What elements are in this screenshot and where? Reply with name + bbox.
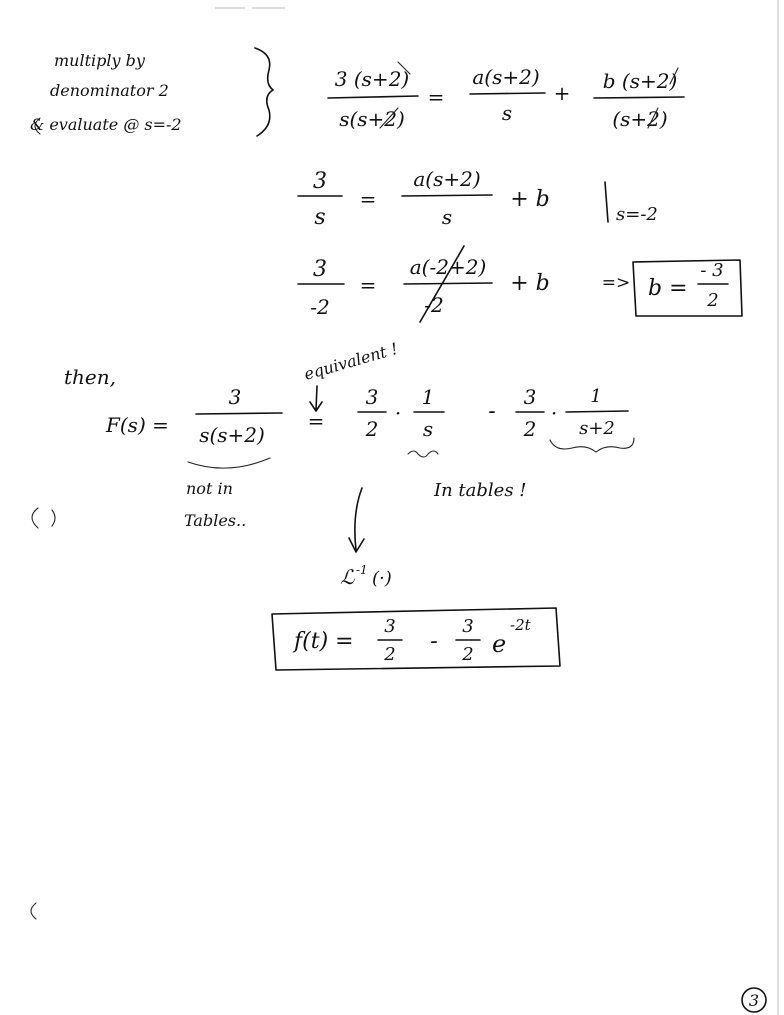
- eq2-evaluation-bar: [605, 182, 608, 222]
- binder-hole-3: [31, 903, 36, 919]
- eq1-b-numerator: b (s+2): [602, 69, 678, 93]
- eq1-a-denominator: s: [501, 101, 513, 125]
- eq3-plus-b: + b: [510, 271, 550, 296]
- term1-underline-squiggle: [408, 451, 438, 457]
- laplace-inverse-superscript: -1: [356, 563, 368, 577]
- eq3-implies-arrow: =>: [601, 273, 631, 293]
- term2-underbrace: [550, 438, 634, 452]
- eq2-plus-b: + b: [510, 187, 550, 212]
- F-numerator: 3: [228, 385, 242, 409]
- eq2-lhs-denominator: s: [314, 205, 326, 230]
- term2-numerator: 1: [590, 386, 602, 407]
- equation-1: [328, 62, 684, 131]
- eq1-a-fraction-bar: [470, 93, 545, 94]
- eq2-evaluation-point: s=-2: [616, 204, 658, 225]
- step-note-line3: & evaluate @ s=-2: [30, 115, 182, 134]
- eq1-b-denominator: (s+2): [612, 107, 668, 131]
- eq2-a-denominator: s: [441, 205, 453, 229]
- term1-numerator: 1: [421, 385, 435, 409]
- eq3-result-lhs: b =: [648, 276, 688, 301]
- eq3-a-fraction-bar: [404, 283, 492, 284]
- page-number: 3: [748, 991, 760, 1010]
- final-lhs: f(t) =: [294, 629, 354, 654]
- eq1-lhs-denominator: s(s+2): [339, 107, 405, 131]
- eq1-b-fraction-bar: [594, 97, 684, 98]
- final-constant-denominator: 2: [384, 644, 396, 665]
- equivalent-note: equivalent !: [301, 338, 400, 384]
- binder-hole-2: [32, 508, 55, 528]
- laplace-argument: (·): [372, 568, 392, 589]
- eq3-result-denominator: 2: [707, 290, 719, 311]
- not-in-tables-line1: not in: [186, 479, 233, 498]
- term1-dot: ·: [394, 401, 402, 425]
- final-coef-denominator: 2: [462, 644, 474, 665]
- final-exp-base: e: [492, 630, 507, 658]
- eq2-a-fraction-bar: [402, 195, 492, 196]
- term2-dot: ·: [550, 401, 558, 425]
- inverse-transform-arrow: [349, 488, 364, 552]
- eq2-equals: =: [359, 187, 377, 211]
- eq3-a-numerator: a(-2+2): [409, 255, 487, 279]
- eq3-lhs-numerator: 3: [313, 257, 327, 282]
- term2-coef-numerator: 3: [523, 385, 537, 409]
- term1-coef-numerator: 3: [365, 385, 379, 409]
- term2-coef-denominator: 2: [523, 417, 537, 441]
- F-minus: -: [488, 399, 496, 424]
- F-equivalent-sign: =: [307, 409, 325, 433]
- curly-brace: [255, 48, 273, 136]
- F-denominator: s(s+2): [199, 423, 265, 447]
- eq1-plus: +: [553, 81, 571, 105]
- inverse-laplace-label: [340, 563, 392, 589]
- equation-2: [298, 167, 658, 230]
- eq1-a-numerator: a(s+2): [472, 65, 540, 89]
- not-in-tables-line2: Tables..: [184, 511, 247, 530]
- eq3-equals: =: [359, 273, 377, 297]
- eq1-equals: =: [427, 85, 445, 109]
- in-tables-note: In tables !: [434, 480, 527, 501]
- step-note: [30, 51, 182, 134]
- term2-denominator: s+2: [579, 418, 615, 439]
- final-constant-numerator: 3: [384, 616, 396, 637]
- F-lhs: F(s) =: [106, 413, 169, 437]
- laplace-L-symbol: ℒ: [340, 565, 355, 589]
- final-minus: -: [430, 629, 438, 654]
- eq1-lhs-numerator: 3 (s+2): [334, 67, 410, 91]
- F-denominator-underbrace: [188, 458, 270, 468]
- eq3-result-numerator: - 3: [700, 260, 724, 281]
- term1-denominator: s: [422, 417, 434, 441]
- F-fraction-bar: [196, 413, 282, 414]
- eq2-a-numerator: a(s+2): [413, 167, 481, 191]
- equivalent-arrow: [310, 386, 322, 411]
- equation-3: [298, 246, 742, 322]
- final-coef-numerator: 3: [462, 616, 474, 637]
- then-label: then,: [64, 365, 116, 389]
- step-note-line2: denominator 2: [50, 81, 169, 100]
- term2-fraction-bar: [566, 411, 628, 412]
- F-equation: [105, 385, 634, 468]
- eq2-lhs-numerator: 3: [313, 169, 327, 194]
- eq3-a-denominator: -2: [424, 293, 444, 317]
- final-exp-power: -2t: [510, 616, 531, 634]
- eq1-lhs-fraction-bar: [328, 96, 418, 98]
- term1-coef-denominator: 2: [365, 417, 379, 441]
- step-note-line1: multiply by: [54, 51, 145, 70]
- final-result: [272, 608, 560, 670]
- eq3-lhs-denominator: -2: [310, 295, 330, 319]
